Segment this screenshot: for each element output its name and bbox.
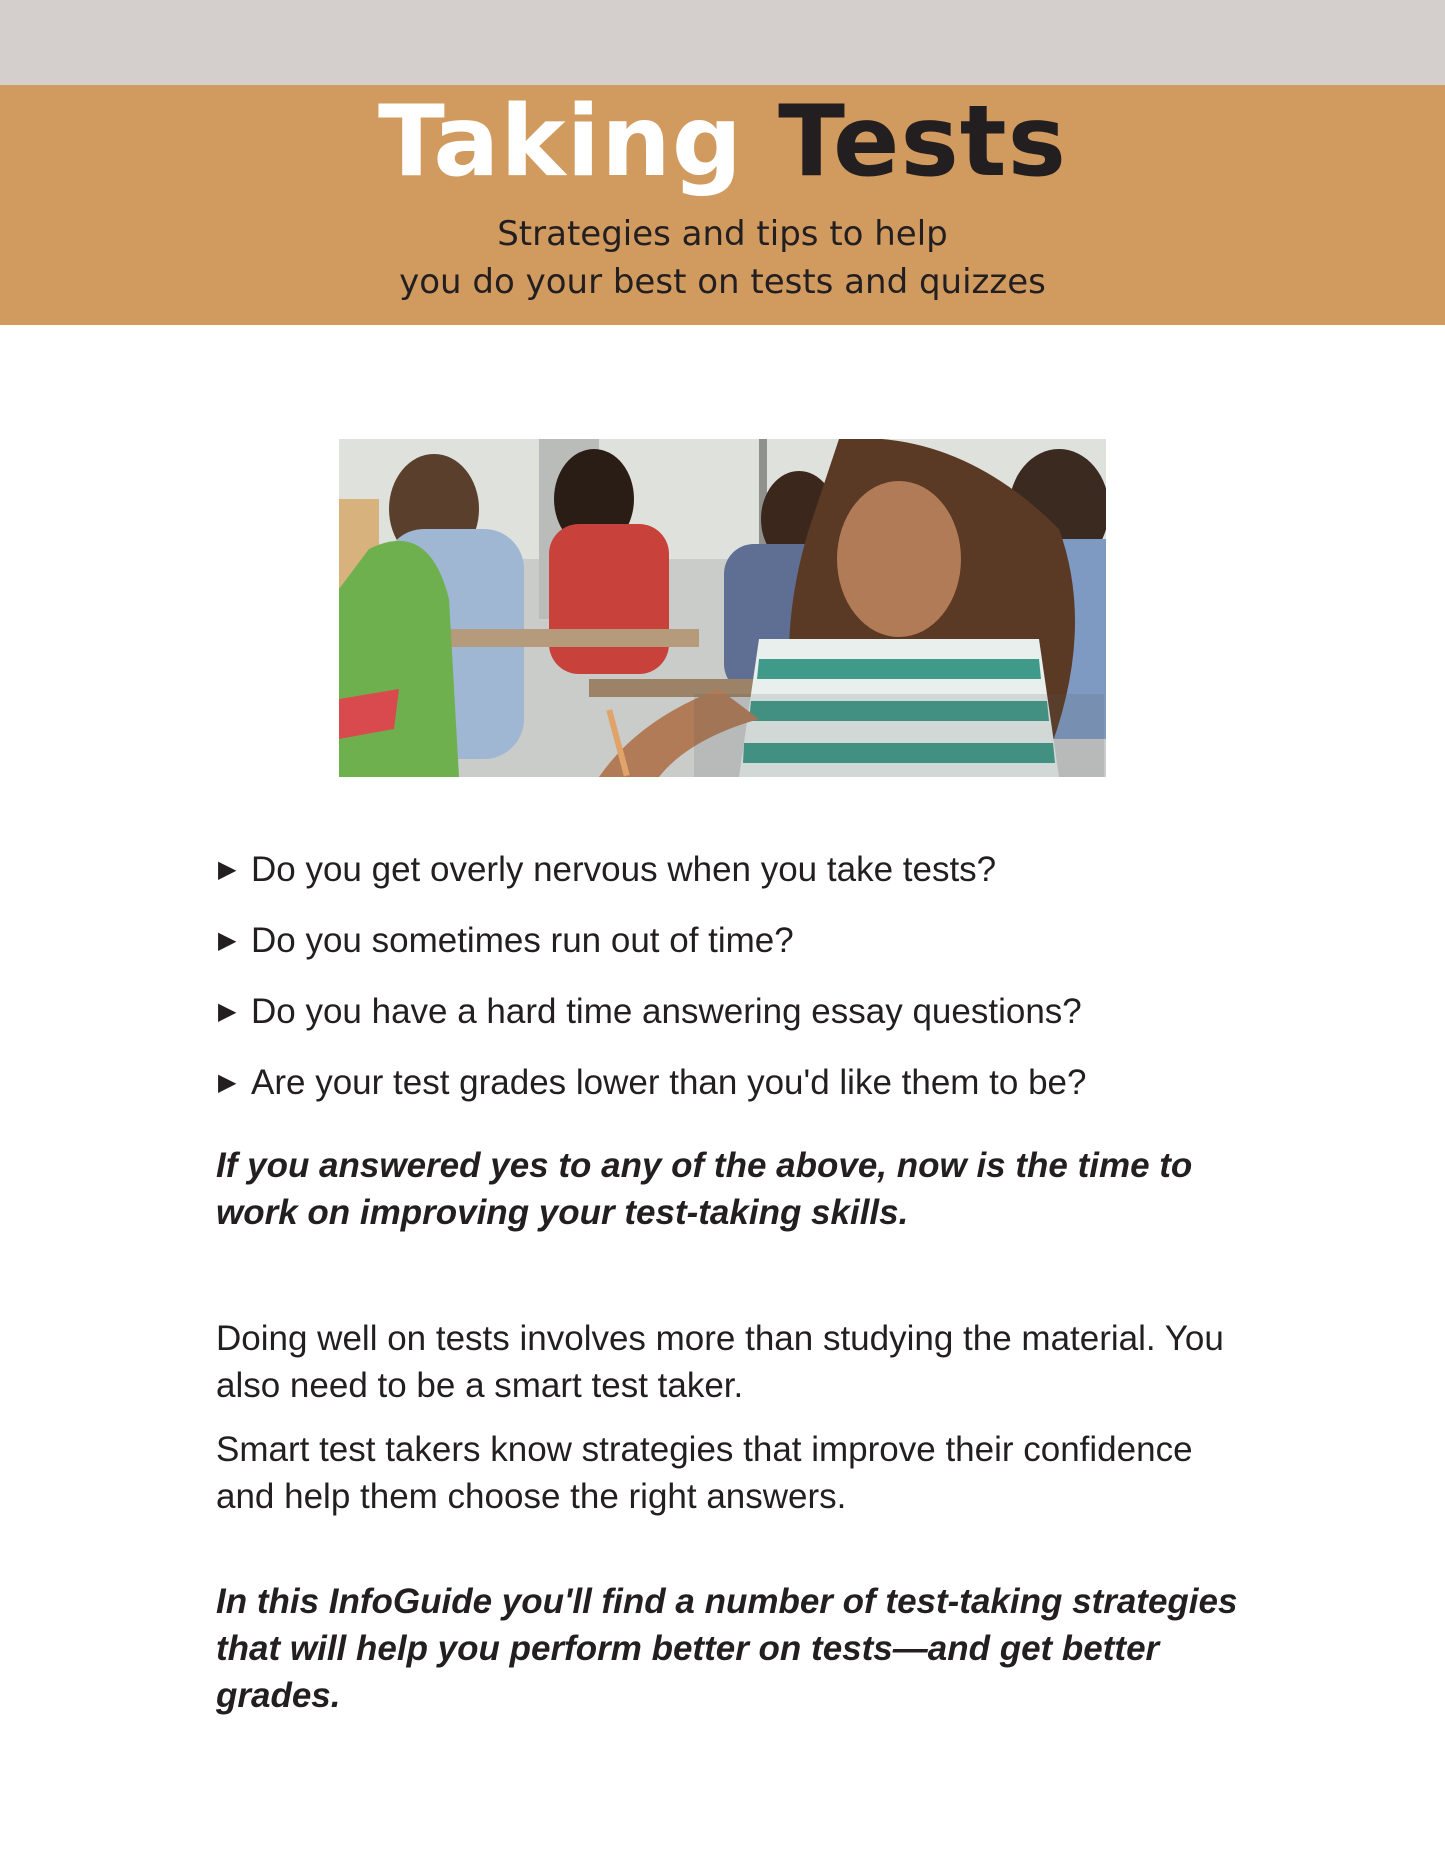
callout-answered-yes: If you answered yes to any of the above, now is the time to work on improving your test-taking skills. (216, 1146, 1193, 1232)
right-triangle-icon: ▶ (218, 927, 237, 954)
page-title (0, 85, 1445, 199)
body-paragraph-1: Doing well on tests involves more than studying the material. You also need to be a smart test taker. (216, 1319, 1224, 1405)
body-paragraph-2: Smart test takers know strategies that improve their confidence and help them choose the right answers. (216, 1430, 1193, 1516)
list-item (218, 1061, 1258, 1132)
question-text: Do you have a hard time answering essay questions? (251, 992, 1082, 1031)
photo-illustration (339, 439, 1106, 777)
list-item (218, 848, 1258, 919)
right-triangle-icon: ▶ (218, 998, 237, 1025)
right-triangle-icon: ▶ (218, 1069, 237, 1096)
question-text: Are your test grades lower than you'd like them to be? (251, 1063, 1087, 1102)
callout-infoguide: In this InfoGuide you'll find a number of test-taking strategies that will help you perform better on tests—and get better grades. (216, 1582, 1238, 1715)
title-word-tests: Tests (778, 85, 1067, 199)
top-strip (0, 0, 1445, 85)
question-list (218, 848, 1258, 1132)
students-test-photo (339, 439, 1106, 777)
subtitle-line-2: you do your best on tests and quizzes (399, 262, 1046, 302)
subtitle-line-1: Strategies and tips to help (497, 214, 948, 254)
page-subtitle (0, 210, 1445, 306)
list-item (218, 990, 1258, 1061)
question-text: Do you sometimes run out of time? (251, 921, 794, 960)
list-item (218, 919, 1258, 990)
title-word-taking: Taking (378, 85, 744, 199)
question-text: Do you get overly nervous when you take tests? (251, 850, 997, 889)
right-triangle-icon: ▶ (218, 856, 237, 883)
